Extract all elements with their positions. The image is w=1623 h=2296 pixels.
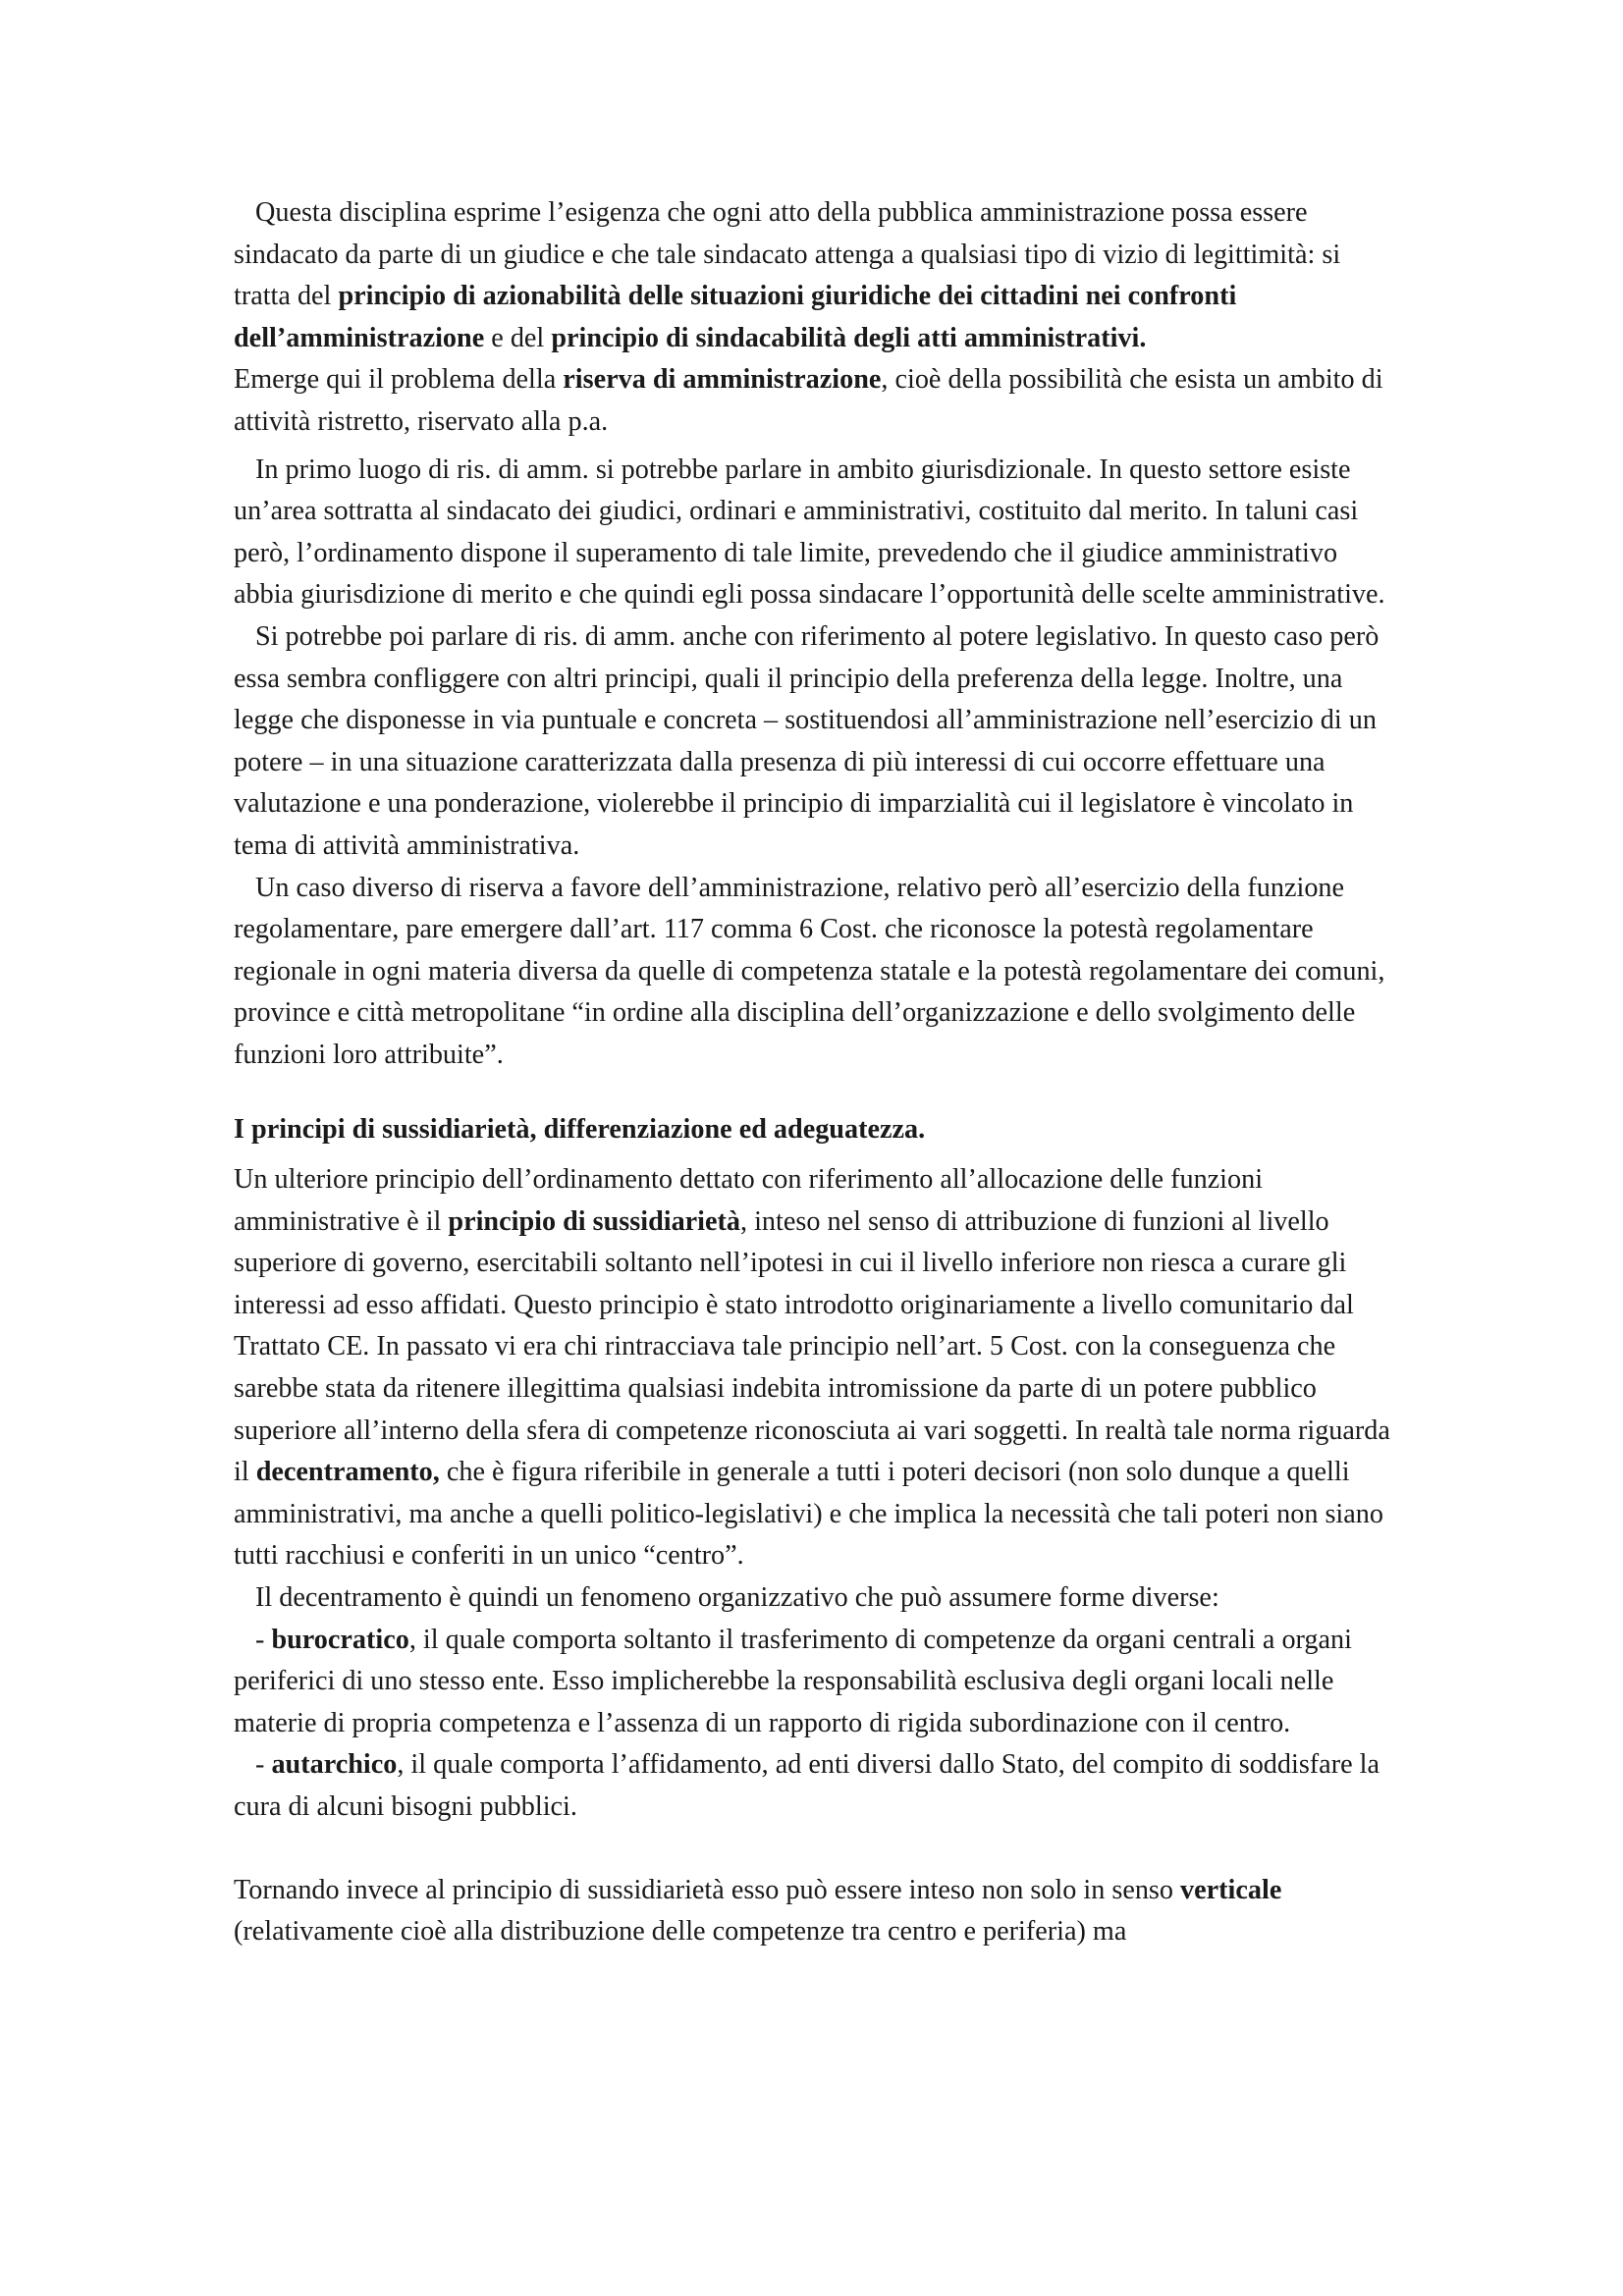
bold-term: decentramento, [255, 1457, 440, 1488]
bold-term: autarchico [271, 1749, 398, 1781]
paragraph-ambito-giurisdizionale: In primo luogo di ris. di amm. si potrebbe parlare in ambito giurisdizionale. In questo settore esiste un’area sottratta al sindacato dei giudici, ordinari e amministrativi, costituito dal merito. In taluni casi però, l’ordinamento dispone il superamento di tale limite, prevedendo che il giudice amministrativo abbia giurisdizione di merito e che quindi egli possa sindacare l’opportunità delle scelte amministrative. [234, 454, 1385, 611]
list-item-burocratico [234, 1620, 1402, 1745]
bold-term: burocratico [271, 1624, 409, 1655]
paragraph-azionabilita [234, 192, 1402, 359]
text-run: , inteso nel senso di attribuzione di funzioni al livello superiore di governo, esercitabili soltanto nell’ipotesi in cui il livello inferiore non riesca a curare gli interessi ad esso affidati. Questo principio è stato introdotto originariamente a livello comunitario dal Trattato CE. In passato vi era chi rintracciava tale principio nell’art. 5 Cost. con la conseguenza che sarebbe stata da ritenere illegittima qualsiasi indebita intromissione da parte di un potere pubblico superiore all’interno della sfera di competenze riconosciuta ai vari soggetti. In realtà tale norma riguarda il [234, 1205, 1390, 1488]
paragraph-funzione-regolamentare: Un caso diverso di riserva a favore dell’amministrazione, relativo però all’esercizio della funzione regolamentare, pare emergere dall’art. 117 comma 6 Cost. che riconosce la potestà regolamentare regionale in ogni materia diversa da quelle di competenza statale e la potestà regolamentare dei comuni, province e città metropolitane “in ordine alla disciplina dell’organizzazione e dello svolgimento delle funzioni loro attribuite”. [234, 872, 1385, 1070]
text-run: Tornando invece al principio di sussidiarietà esso può essere inteso non solo in senso [234, 1874, 1181, 1905]
paragraph-potere-legislativo: Si potrebbe poi parlare di ris. di amm. anche con riferimento al potere legislativo. In questo caso però essa sembra confliggere con altri principi, quali il principio della preferenza della legge. Inoltre, una legge che disponesse in via puntuale e concreta – sostituendosi all’amministrazione nell’esercizio di un potere – in una situazione caratterizzata dalla presenza di più interessi di cui occorre effettuare una valutazione e una ponderazione, violerebbe il principio di imparzialità cui il legislatore è vincolato in tema di attività amministrativa. [234, 620, 1380, 861]
text-run: e del [484, 322, 552, 353]
bold-term: principio di sussidiarietà [448, 1205, 740, 1237]
bold-term: principio di azionabilità delle situazioni giuridiche dei cittadini nei confronti dell’amministrazione [234, 281, 1237, 353]
paragraph-sussidiarieta-verticale [234, 1870, 1402, 1953]
text-run: Emerge qui il problema della [234, 364, 564, 396]
paragraph-sussidiarieta [234, 1159, 1402, 1577]
text-run: - [255, 1749, 272, 1781]
text-run: , il quale comporta soltanto il trasferimento di competenze da organi centrali a organi periferici di uno stesso ente. Esso implicherebbe la responsabilità esclusiva degli organi locali nelle materie di propria competenza e l’assenza di un rapporto di rigida subordinazione con il centro. [234, 1624, 1352, 1738]
section-heading: I principi di sussidiarietà, differenziazione ed adeguatezza. [234, 1114, 926, 1146]
text-run: Un ulteriore principio dell’ordinamento dettato con riferimento all’allocazione delle funzioni amministrative è il [234, 1164, 1264, 1237]
text-run: , il quale comporta l’affidamento, ad enti diversi dallo Stato, del compito di soddisfare la cura di alcuni bisogni pubblici. [234, 1749, 1380, 1822]
text-run: che è figura riferibile in generale a tutti i poteri decisori (non solo dunque a quelli amministrativi, ma anche a quelli politico-legislativi) e che implica la necessità che tali poteri non siano tutti racchiusi e conferiti in un unico “centro”. [234, 1457, 1383, 1572]
bold-term: principio di sindacabilità degli atti amministrativi. [551, 322, 1147, 353]
text-run: , cioè della possibilità che esista un ambito di attività ristretto, riservato alla p.a. [234, 364, 1383, 437]
bold-term: riserva di amministrazione [563, 364, 882, 396]
text-run: - [255, 1624, 272, 1655]
paragraph-decentramento-forme: Il decentramento è quindi un fenomeno organizzativo che può assumere forme diverse: [255, 1582, 1219, 1613]
paragraph-riserva-amministrazione [234, 359, 1402, 443]
bold-term: verticale [1180, 1874, 1282, 1905]
document-page [234, 192, 1402, 1953]
text-run: Questa disciplina esprime l’esigenza che ogni atto della pubblica amministrazione possa essere sindacato da parte di un giudice e che tale sindacato attenga a qualsiasi tipo di vizio di legittimità: si tratta del [234, 197, 1341, 312]
text-run: (relativamente cioè alla distribuzione delle competenze tra centro e periferia) ma [234, 1916, 1127, 1948]
list-item-autarchico [234, 1744, 1402, 1828]
